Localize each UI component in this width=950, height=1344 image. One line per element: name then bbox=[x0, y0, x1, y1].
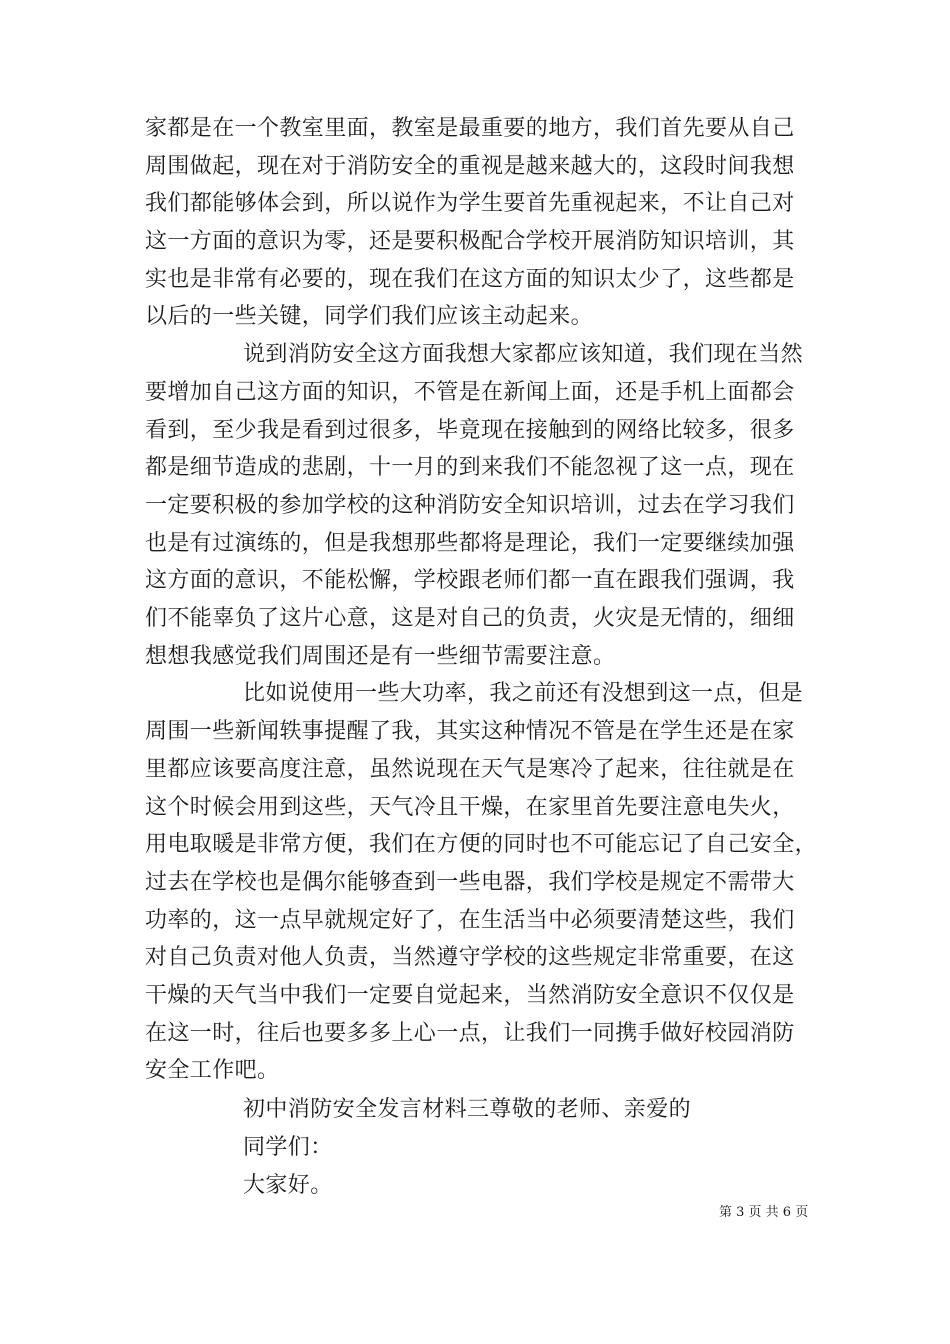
text-line: 里都应该要高度注意，虽然说现在天气是寒冷了起来，往往就是在 bbox=[145, 757, 795, 782]
text-line: 以后的一些关键，同学们我们应该主动起来。 bbox=[145, 304, 594, 329]
text-line: 想想我感觉我们周围还是有一些细节需要注意。 bbox=[145, 644, 616, 669]
greeting-line: 大家好。 bbox=[243, 1173, 333, 1198]
text-line: 功率的，这一点早就规定好了，在生活当中必须要清楚这些，我们 bbox=[145, 908, 795, 933]
salutation-line: 同学们： bbox=[243, 1135, 333, 1160]
text-line: 都是细节造成的悲剧，十一月的到来我们不能忽视了这一点，现在 bbox=[145, 455, 795, 480]
text-line: 周围做起，现在对于消防安全的重视是越来越大的，这段时间我想 bbox=[145, 154, 795, 179]
text-line: 这方面的意识，不能松懈，学校跟老师们都一直在跟我们强调，我 bbox=[145, 568, 795, 593]
text-line: 干燥的天气当中我们一定要自觉起来，当然消防安全意识不仅仅是 bbox=[145, 983, 795, 1008]
text-line: 也是有过演练的，但是我想那些都将是理论，我们一定要继续加强 bbox=[145, 531, 795, 556]
text-line: 在这一时，往后也要多多上心一点，让我们一同携手做好校园消防 bbox=[145, 1021, 795, 1046]
text-line: 对自己负责对他人负责，当然遵守学校的这些规定非常重要，在这 bbox=[145, 945, 795, 970]
text-line: 我们都能够体会到，所以说作为学生要首先重视起来，不让自己对 bbox=[145, 191, 795, 216]
text-line: 实也是非常有必要的，现在我们在这方面的知识太少了，这些都是 bbox=[145, 267, 795, 292]
text-line: 这一方面的意识为零，还是要积极配合学校开展消防知识培训，其 bbox=[145, 229, 795, 254]
text-line: 家都是在一个教室里面，教室是最重要的地方，我们首先要从自己 bbox=[145, 116, 795, 141]
text-line: 这个时候会用到这些，天气冷且干燥，在家里首先要注意电失火， bbox=[145, 795, 795, 820]
text-line: 用电取暖是非常方便，我们在方便的同时也不可能忘记了自己安全， bbox=[145, 832, 818, 857]
text-line: 们不能辜负了这片心意，这是对自己的负责，火灾是无情的，细细 bbox=[145, 606, 795, 631]
text-line: 过去在学校也是偶尔能够查到一些电器，我们学校是规定不需带大 bbox=[145, 870, 795, 895]
text-line: 要增加自己这方面的知识，不管是在新闻上面，还是手机上面都会 bbox=[145, 380, 795, 405]
heading-line: 初中消防安全发言材料三尊敬的老师、亲爱的 bbox=[243, 1097, 692, 1122]
paragraph-start-line: 说到消防安全这方面我想大家都应该知道，我们现在当然 bbox=[243, 342, 804, 367]
text-line: 一定要积极的参加学校的这种消防安全知识培训，过去在学习我们 bbox=[145, 493, 795, 518]
text-line: 看到，至少我是看到过很多，毕竟现在接触到的网络比较多，很多 bbox=[145, 418, 795, 443]
text-line: 周围一些新闻轶事提醒了我，其实这种情况不管是在学生还是在家 bbox=[145, 719, 795, 744]
page-number-footer: 第 3 页 共 6 页 bbox=[719, 1205, 809, 1220]
text-line: 安全工作吧。 bbox=[145, 1058, 280, 1083]
paragraph-start-line: 比如说使用一些大功率，我之前还有没想到这一点，但是 bbox=[243, 681, 804, 706]
